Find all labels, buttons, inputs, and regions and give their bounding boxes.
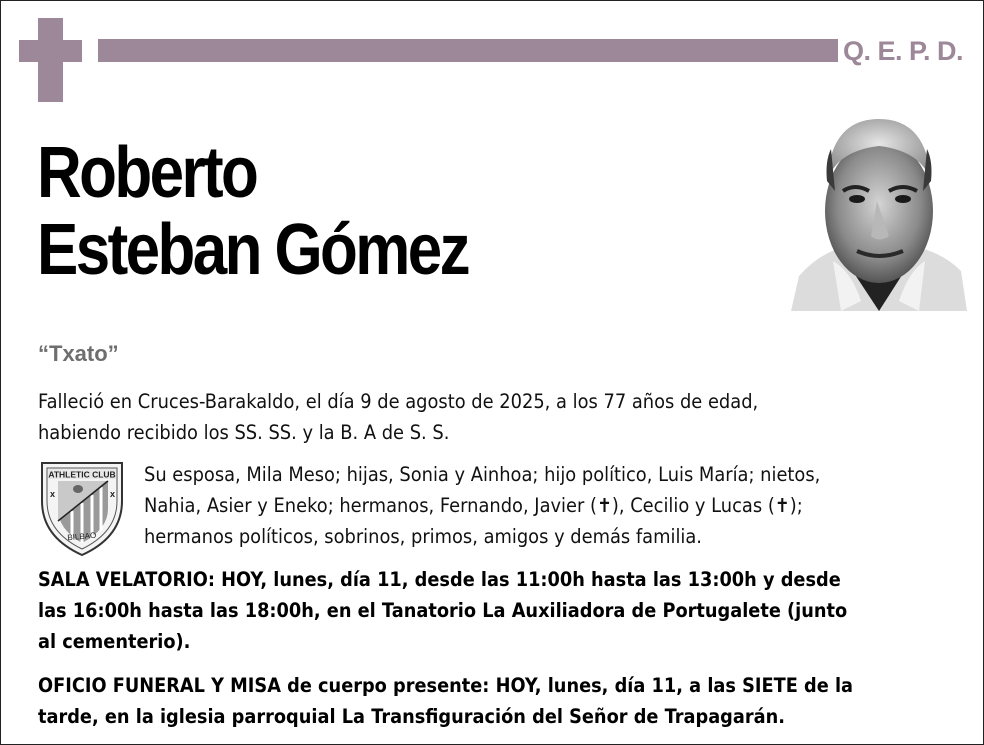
crest-top-text: ATHLETIC CLUB: [48, 469, 116, 480]
wake-line-1: SALA VELATORIO: HOY, lunes, día 11, desde las 11:00h hasta las 13:00h y desde: [38, 568, 841, 591]
funeral-details: [38, 670, 853, 732]
death-notice-line-1: Falleció en Cruces-Barakaldo, el día 9 de agosto de 2025, a los 77 años de edad,: [38, 390, 759, 413]
name-line-1: Roberto: [37, 133, 257, 213]
portrait-photo: [791, 111, 967, 311]
wake-details: [38, 564, 847, 657]
funeral-line-2: tarde, en la iglesia parroquial La Transfiguración del Señor de Trapagarán.: [38, 705, 785, 728]
deceased-name: [37, 135, 468, 289]
nickname: “Txato”: [38, 341, 119, 366]
portrait-image: [791, 111, 967, 311]
name-line-2: Esteban Gómez: [37, 210, 468, 290]
qepd-label: Q. E. P. D.: [843, 36, 964, 66]
death-notice: [38, 386, 758, 448]
wake-line-2: las 16:00h hasta las 18:00h, en el Tanatorio La Auxiliadora de Portugalete (junto: [38, 599, 848, 622]
svg-text:x: x: [110, 489, 116, 499]
family-line-2: Nahia, Asier y Eneko; hermanos, Fernando, Javier (✝), Cecilio y Lucas (✝);: [144, 494, 803, 517]
crest-bottom-text: BILBAO: [66, 530, 97, 543]
family-list: [144, 459, 820, 552]
wake-line-3: al cementerio).: [38, 630, 191, 653]
funeral-line-1: OFICIO FUNERAL Y MISA de cuerpo presente: HOY, lunes, día 11, a las SIETE de la: [38, 674, 854, 697]
svg-text:x: x: [50, 489, 56, 499]
header-bar: [98, 39, 838, 62]
death-notice-line-2: habiendo recibido los SS. SS. y la B. A de S. S.: [38, 421, 450, 444]
family-line-1: Su esposa, Mila Meso; hijas, Sonia y Ainhoa; hijo político, Luis María; nietos,: [144, 463, 821, 486]
cross-icon-horizontal: [19, 40, 82, 62]
family-line-3: hermanos políticos, sobrinos, primos, amigos y demás familia.: [144, 525, 702, 548]
athletic-club-crest-icon: [38, 459, 126, 557]
